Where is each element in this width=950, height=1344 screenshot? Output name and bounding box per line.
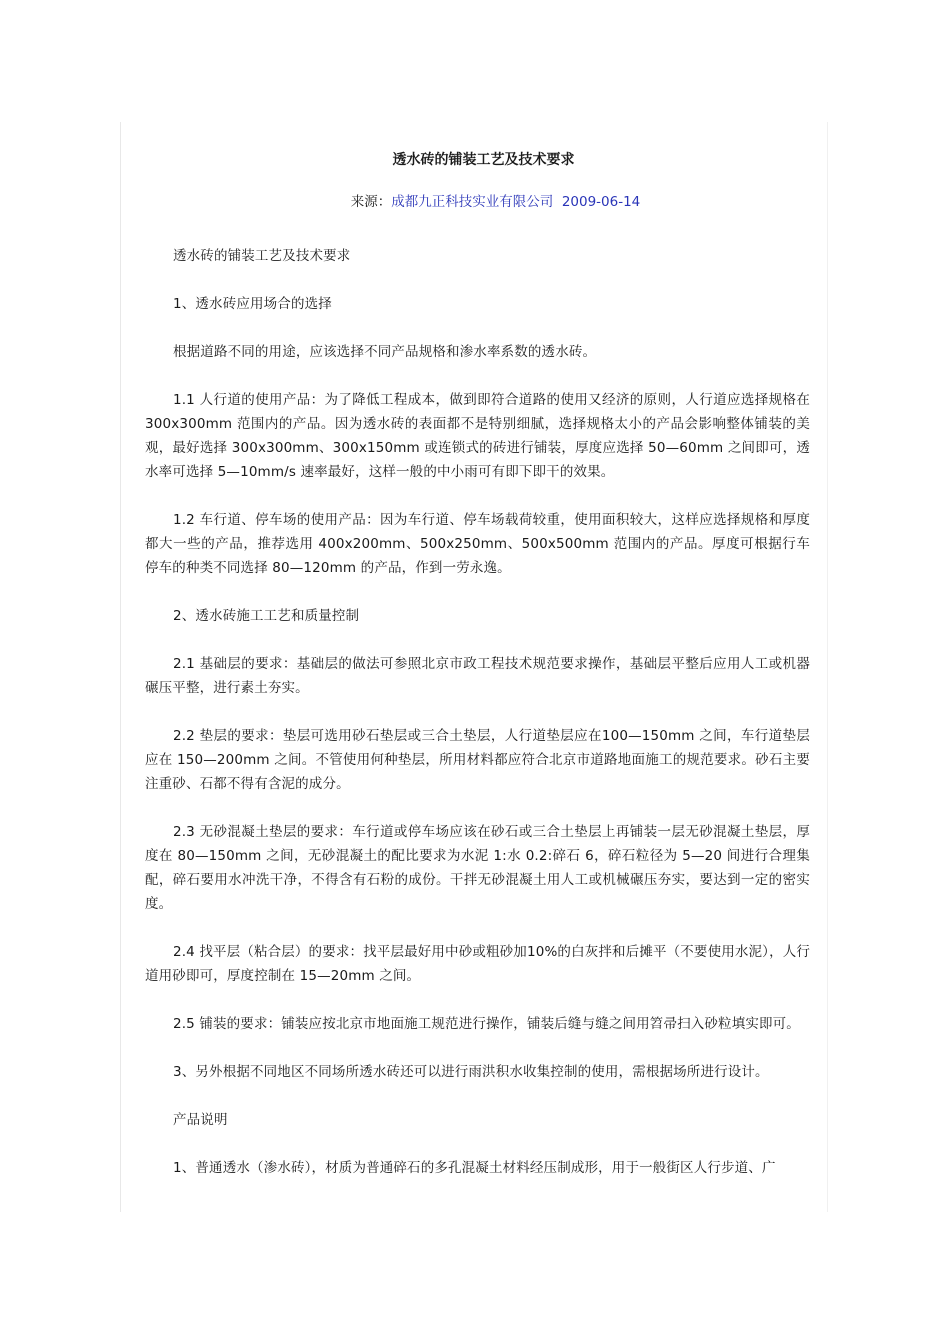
source-date: 2009-06-14 (561, 194, 641, 210)
paragraph: 根据道路不同的用途，应该选择不同产品规格和渗水率系数的透水砖。 (173, 344, 597, 360)
article-title: 透水砖的铺装工艺及技术要求 (392, 152, 575, 168)
product-description-heading: 产品说明 (173, 1112, 228, 1128)
paragraph-1-1: 1.1 人行道的使用产品：为了降低工程成本，做到即符合道路的使用又经济的原则，人行道应选择规格在 300x300mm 范围内的产品。因为透水砖的表面都不是特别细腻，选择规格太小的产品会影响整体铺装的美观，最好选择 300x300mm、300x150mm 或连锁式的砖进行铺装，厚度应选择 50—60mm 之间即可，透水率可选择 5—10mm/s 速率最好，这样一般的中小雨可有即下即干的效果。 (145, 392, 810, 480)
section-heading-1: 1、透水砖应用场合的选择 (173, 296, 332, 312)
source-label: 来源： (350, 194, 392, 210)
paragraph-2-1: 2.1 基础层的要求：基础层的做法可参照北京市政工程技术规范要求操作，基础层平整后应用人工或机器碾压平整，进行素土夯实。 (145, 656, 810, 696)
source-org-link[interactable]: 成都九正科技实业有限公司 (391, 194, 554, 210)
paragraph-2-5: 2.5 铺装的要求：铺装应按北京市地面施工规范进行操作，铺装后缝与缝之间用笤帚扫入砂粒填实即可。 (173, 1016, 800, 1032)
section-heading-3: 3、另外根据不同地区不同场所透水砖还可以进行雨洪积水收集控制的使用，需根据场所进行设计。 (173, 1064, 769, 1080)
article-source (145, 192, 810, 212)
section-heading-2: 2、透水砖施工工艺和质量控制 (173, 608, 360, 624)
paragraph-2-3: 2.3 无砂混凝土垫层的要求：车行道或停车场应该在砂石或三合土垫层上再铺装一层无砂混凝土垫层，厚度在 80—150mm 之间，无砂混凝土的配比要求为水泥 1:水 0.2:碎石 6，碎石粒径为 5—20 间进行合理集配，碎石要用水冲洗干净，不得含有石粉的成份。干拌无砂混凝土用人工或机械碾压夯实，要达到一定的密实度。 (145, 824, 810, 912)
paragraph-2-4: 2.4 找平层（粘合层）的要求：找平层最好用中砂或粗砂加10%的白灰拌和后摊平（不要使用水泥），人行道用砂即可，厚度控制在 15—20mm 之间。 (145, 944, 811, 984)
product-description-1: 1、普通透水（渗水砖），材质为普通碎石的多孔混凝土材料经压制成形，用于一般街区人行步道、广 (173, 1160, 776, 1176)
article-body (145, 150, 810, 1204)
paragraph-2-2: 2.2 垫层的要求：垫层可选用砂石垫层或三合土垫层，人行道垫层应在100—150mm 之间，车行道垫层应在 150—200mm 之间。不管使用何种垫层，所用材料都应符合北京市道路地面施工的规范要求。砂石主要注重砂、石都不得有含泥的成分。 (145, 728, 810, 792)
paragraph-1-2: 1.2 车行道、停车场的使用产品：因为车行道、停车场载荷较重，使用面积较大，这样应选择规格和厚度都大一些的产品，推荐选用 400x200mm、500x250mm、500x500mm 范围内的产品。厚度可根据行车停车的种类不同选择 80—120mm 的产品，作到一劳永逸。 (145, 512, 810, 576)
paragraph-heading: 透水砖的铺装工艺及技术要求 (173, 248, 351, 264)
